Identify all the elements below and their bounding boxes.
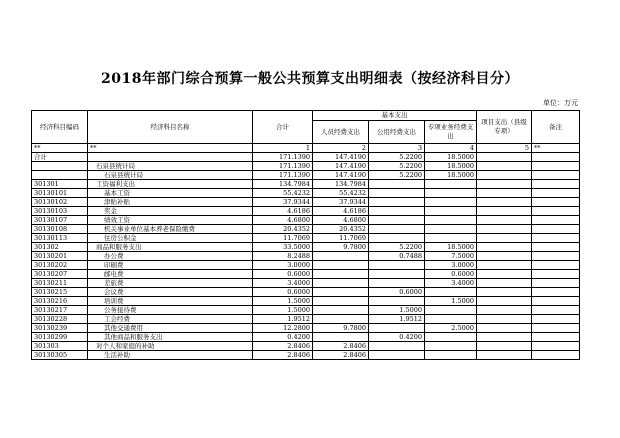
name-cell: 商品和服务支出 [88,243,253,252]
name-cell: 绩效工资 [88,216,253,225]
remark-cell [532,153,580,162]
personnel-cell: 2.8406 [313,351,369,360]
index-row [32,144,580,153]
name-cell: 对个人和家庭的补助 [88,342,253,351]
special-cell: 0.6000 [425,270,477,279]
name-cell: 生活补助 [88,351,253,360]
header-personnel: 人员经费支出 [313,121,369,144]
project-cell [477,189,532,198]
total-cell: 11.7069 [253,234,313,243]
total-cell: 55.4232 [253,189,313,198]
code-cell: 30130217 [32,306,88,315]
table-row [32,315,580,324]
table-row [32,216,580,225]
header-total: 合计 [253,111,313,144]
total-cell: 1.5000 [253,306,313,315]
public-cell [369,324,425,333]
table-row [32,171,580,180]
remark-cell [532,252,580,261]
table-row [32,198,580,207]
code-cell: 30130207 [32,270,88,279]
project-cell [477,288,532,297]
personnel-cell: 2.8406 [313,342,369,351]
table-row [32,153,580,162]
public-cell [369,234,425,243]
special-cell [425,225,477,234]
project-cell [477,216,532,225]
code-cell: 30130108 [32,225,88,234]
index-cell: 2 [313,144,369,153]
project-cell [477,342,532,351]
personnel-cell [313,333,369,342]
public-cell: 0.6000 [369,288,425,297]
table-row [32,234,580,243]
public-cell [369,180,425,189]
name-cell [88,153,253,162]
special-cell [425,333,477,342]
project-cell [477,261,532,270]
special-cell [425,180,477,189]
code-cell: 30130239 [32,324,88,333]
public-cell: 5.2200 [369,162,425,171]
special-cell [425,351,477,360]
header-basic: 基本支出 [313,111,477,121]
remark-cell [532,324,580,333]
personnel-cell: 134.7984 [313,180,369,189]
total-cell: 12.2800 [253,324,313,333]
total-cell: 3.4000 [253,279,313,288]
expenditure-table [31,110,580,360]
personnel-cell [313,279,369,288]
header-public: 公用经费支出 [369,121,425,144]
project-cell [477,252,532,261]
total-cell: 1.9512 [253,315,313,324]
remark-cell [532,297,580,306]
remark-cell [532,306,580,315]
table-row [32,297,580,306]
remark-cell [532,270,580,279]
special-cell: 1.5000 [425,297,477,306]
table-row [32,288,580,297]
remark-cell [532,288,580,297]
table-row [32,162,580,171]
name-cell: 印刷费 [88,261,253,270]
code-cell: 30130102 [32,198,88,207]
special-cell [425,234,477,243]
public-cell: 5.2200 [369,243,425,252]
special-cell: 7.5000 [425,252,477,261]
total-cell: 1.5000 [253,297,313,306]
project-cell [477,270,532,279]
project-cell [477,207,532,216]
personnel-cell: 20.4352 [313,225,369,234]
project-cell [477,198,532,207]
name-cell: 津贴补贴 [88,198,253,207]
project-cell [477,279,532,288]
table-row [32,189,580,198]
project-cell [477,225,532,234]
remark-cell [532,234,580,243]
project-cell [477,297,532,306]
table-row [32,180,580,189]
public-cell: 0.4200 [369,333,425,342]
special-cell [425,315,477,324]
project-cell [477,306,532,315]
code-cell: 301303 [32,342,88,351]
public-cell [369,270,425,279]
header-remark: 备注 [532,111,580,144]
total-cell: 20.4352 [253,225,313,234]
remark-cell [532,162,580,171]
table-row [32,252,580,261]
personnel-cell [313,297,369,306]
index-cell: 4 [425,144,477,153]
personnel-cell: 147.4190 [313,153,369,162]
index-cell: ** [88,144,253,153]
name-cell: 会议费 [88,288,253,297]
name-cell: 邮电费 [88,270,253,279]
code-cell: 30130107 [32,216,88,225]
special-cell [425,216,477,225]
remark-cell [532,225,580,234]
code-cell: 30130299 [32,333,88,342]
project-cell [477,351,532,360]
table-row [32,342,580,351]
total-cell: 2.8406 [253,342,313,351]
remark-cell [532,333,580,342]
special-cell [425,207,477,216]
personnel-cell: 9.7800 [313,324,369,333]
public-cell: 1.5000 [369,306,425,315]
code-cell: 30130201 [32,252,88,261]
page-title: 2018年部门综合预算一般公共预算支出明细表（按经济科目分） [101,71,519,87]
table-row [32,207,580,216]
total-cell: 171.1390 [253,162,313,171]
personnel-cell: 37.9344 [313,198,369,207]
personnel-cell: 147.4190 [313,162,369,171]
remark-cell [532,198,580,207]
code-cell: 301301 [32,180,88,189]
table-row [32,279,580,288]
personnel-cell: 4.6186 [313,207,369,216]
name-cell: 机关事业单位基本养老保险缴费 [88,225,253,234]
code-cell: 30130228 [32,315,88,324]
personnel-cell [313,261,369,270]
name-cell: 差旅费 [88,279,253,288]
code-cell: 30130215 [32,288,88,297]
table-row [32,225,580,234]
personnel-cell [313,288,369,297]
name-cell: 工会经费 [88,315,253,324]
code-cell: 30130103 [32,207,88,216]
table-body [32,144,580,360]
public-cell: 0.7488 [369,252,425,261]
total-cell: 3.0000 [253,261,313,270]
total-cell: 4.6186 [253,207,313,216]
index-cell: ** [32,144,88,153]
personnel-cell: 4.6800 [313,216,369,225]
total-cell: 134.7984 [253,180,313,189]
remark-cell [532,342,580,351]
name-cell: 其他交通费用 [88,324,253,333]
code-cell: 30130113 [32,234,88,243]
project-cell [477,162,532,171]
name-cell: 公务接待费 [88,306,253,315]
personnel-cell [313,252,369,261]
name-cell: 工资福利支出 [88,180,253,189]
project-cell [477,153,532,162]
total-cell: 0.4200 [253,333,313,342]
project-cell [477,315,532,324]
name-cell: 奖金 [88,207,253,216]
remark-cell [532,180,580,189]
project-cell [477,333,532,342]
public-cell: 5.2200 [369,153,425,162]
remark-cell [532,279,580,288]
name-cell: 石泉县统计局 [88,171,253,180]
table-row [32,261,580,270]
table-row [32,324,580,333]
code-cell: 30130305 [32,351,88,360]
personnel-cell: 9.7800 [313,243,369,252]
project-cell [477,171,532,180]
project-cell [477,324,532,333]
total-cell: 2.8406 [253,351,313,360]
project-cell [477,243,532,252]
project-cell [477,180,532,189]
table-row [32,243,580,252]
remark-cell [532,216,580,225]
special-cell: 3.4000 [425,279,477,288]
header-special: 专项业务经费支出 [425,121,477,144]
name-cell: 石泉县统计局 [88,162,253,171]
unit-label: 单位：万元 [543,99,578,107]
remark-cell [532,315,580,324]
table-row [32,351,580,360]
special-cell: 18.5000 [425,153,477,162]
code-cell [32,162,88,171]
public-cell [369,189,425,198]
remark-cell [532,171,580,180]
name-cell: 基本工资 [88,189,253,198]
public-cell: 5.2200 [369,171,425,180]
total-cell: 171.1390 [253,171,313,180]
name-cell: 培训费 [88,297,253,306]
total-cell: 171.1390 [253,153,313,162]
project-cell [477,234,532,243]
special-cell [425,198,477,207]
code-cell: 30130101 [32,189,88,198]
total-cell: 37.9344 [253,198,313,207]
total-cell: 33.5000 [253,243,313,252]
index-cell: ** [532,144,580,153]
name-cell: 住房公积金 [88,234,253,243]
special-cell: 18.5000 [425,243,477,252]
public-cell [369,351,425,360]
special-cell: 2.5000 [425,324,477,333]
name-cell: 办公费 [88,252,253,261]
personnel-cell: 147.4190 [313,171,369,180]
special-cell [425,288,477,297]
special-cell [425,189,477,198]
personnel-cell [313,270,369,279]
code-cell: 30130216 [32,297,88,306]
personnel-cell [313,315,369,324]
header-project: 项目支出（县级专项） [477,111,532,144]
public-cell [369,225,425,234]
total-cell: 4.6800 [253,216,313,225]
code-cell [32,171,88,180]
total-cell: 8.2488 [253,252,313,261]
personnel-cell: 11.7069 [313,234,369,243]
special-cell [425,306,477,315]
public-cell: 1.9512 [369,315,425,324]
table-row [32,333,580,342]
remark-cell [532,243,580,252]
total-cell: 0.6000 [253,270,313,279]
index-cell: 1 [253,144,313,153]
remark-cell [532,189,580,198]
public-cell [369,207,425,216]
personnel-cell [313,306,369,315]
public-cell [369,297,425,306]
personnel-cell: 55.4232 [313,189,369,198]
special-cell: 18.5000 [425,162,477,171]
index-cell: 3 [369,144,425,153]
table-row [32,270,580,279]
special-cell [425,342,477,351]
code-cell: 30130211 [32,279,88,288]
code-cell: 301302 [32,243,88,252]
code-cell: 合计 [32,153,88,162]
remark-cell [532,261,580,270]
public-cell [369,216,425,225]
index-cell: 5 [477,144,532,153]
special-cell: 18.5000 [425,171,477,180]
header-name: 经济科目名称 [88,111,253,144]
table-row [32,306,580,315]
total-cell: 0.6000 [253,288,313,297]
remark-cell [532,351,580,360]
remark-cell [532,207,580,216]
header-code: 经济科目编码 [32,111,88,144]
public-cell [369,261,425,270]
public-cell [369,198,425,207]
public-cell [369,279,425,288]
name-cell: 其他商品和服务支出 [88,333,253,342]
code-cell: 30130202 [32,261,88,270]
special-cell: 3.0000 [425,261,477,270]
public-cell [369,342,425,351]
